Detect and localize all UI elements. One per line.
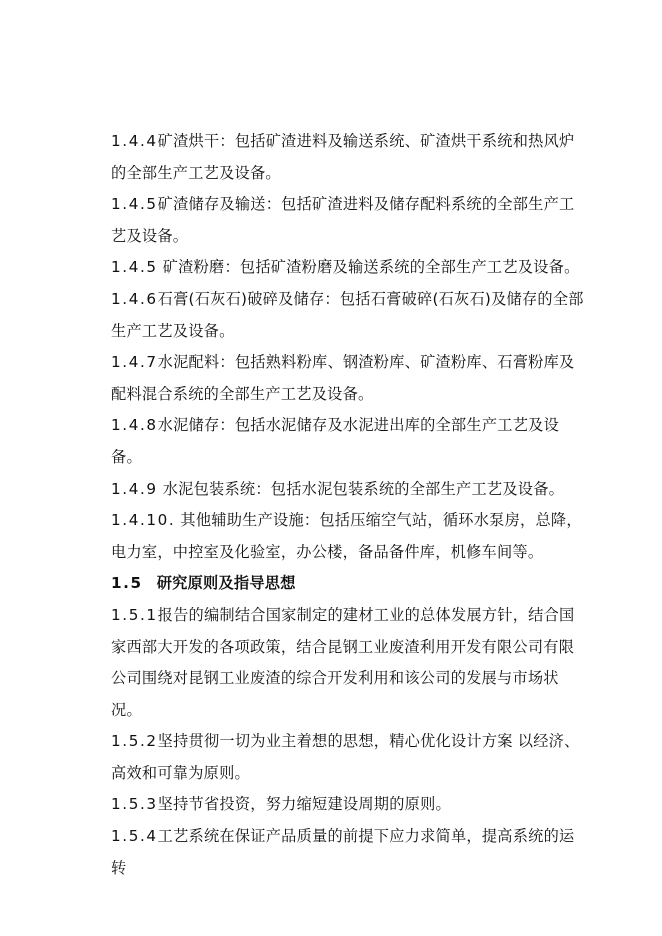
item-text: 其他辅助生产设施：包括压缩空气站，循环水泵房，总降，电力室，中控室及化验室，办公楼，备品备件库，机修车间等。 bbox=[111, 511, 582, 561]
paragraph-1-4-4 bbox=[111, 126, 587, 189]
item-number: 1.5.1 bbox=[111, 605, 158, 624]
paragraph-1-4-10 bbox=[111, 505, 587, 568]
paragraph-1-4-9 bbox=[111, 474, 587, 506]
item-text: 水泥储存：包括水泥储存及水泥进出库的全部生产工艺及设备。 bbox=[111, 416, 560, 466]
item-number: 1.4.7 bbox=[111, 353, 158, 372]
item-number: 1.4.6 bbox=[111, 289, 158, 308]
section-title: 研究原则及指导思想 bbox=[156, 574, 296, 593]
item-text: 矿渣储存及输送：包括矿渣进料及储存配料系统的全部生产工艺及设备。 bbox=[111, 195, 575, 245]
paragraph-1-4-7 bbox=[111, 347, 587, 410]
item-number: 1.5.3 bbox=[111, 795, 158, 814]
item-text: 矿渣烘干：包括矿渣进料及输送系统、矿渣烘干系统和热风炉的全部生产工艺及设备。 bbox=[111, 132, 575, 182]
item-number: 1.4.9 bbox=[111, 479, 158, 498]
item-number: 1.4.5 bbox=[111, 258, 158, 277]
paragraph-1-4-6 bbox=[111, 284, 587, 347]
paragraph-1-5-1 bbox=[111, 600, 587, 726]
section-number: 1.5 bbox=[111, 574, 143, 593]
paragraph-1-5-4 bbox=[111, 821, 587, 884]
section-heading-1-5 bbox=[111, 568, 587, 600]
paragraph-1-4-5-storage bbox=[111, 189, 587, 252]
paragraph-1-5-2 bbox=[111, 726, 587, 789]
item-text: 坚持贯彻一切为业主着想的思想，精心优化设计方案 以经济、高效和可靠为原则。 bbox=[111, 732, 580, 782]
document-body bbox=[111, 126, 587, 884]
item-text: 工艺系统在保证产品质量的前提下应力求简单，提高系统的运转 bbox=[111, 827, 575, 877]
item-text: 石膏(石灰石)破碎及储存：包括石膏破碎(石灰石)及储存的全部生产工艺及设备。 bbox=[111, 289, 584, 340]
item-text: 坚持节省投资，努力缩短建设周期的原则。 bbox=[157, 795, 451, 814]
item-number: 1.4.4 bbox=[111, 132, 158, 150]
paragraph-1-5-3 bbox=[111, 789, 587, 821]
item-text: 水泥包装系统：包括水泥包装系统的全部生产工艺及设备。 bbox=[157, 479, 565, 498]
item-number: 1.4.5 bbox=[111, 195, 158, 214]
paragraph-1-4-5-grinding bbox=[111, 252, 587, 284]
item-text: 水泥配料：包括熟料粉库、钢渣粉库、矿渣粉库、石膏粉库及配料混合系统的全部生产工艺及设备。 bbox=[111, 353, 575, 403]
item-text: 矿渣粉磨：包括矿渣粉磨及输送系统的全部生产工艺及设备。 bbox=[157, 258, 580, 277]
item-number: 1.4.8 bbox=[111, 416, 158, 435]
item-number: 1.5.2 bbox=[111, 732, 158, 751]
item-number: 1.4.10. bbox=[111, 511, 176, 530]
paragraph-1-4-8 bbox=[111, 410, 587, 473]
item-text: 报告的编制结合国家制定的建材工业的总体发展方针，结合国家西部大开发的各项政策，结合昆钢工业废渣利用开发有限公司有限公司围绕对昆钢工业废渣的综合开发利用和该公司的发展与市场状况。 bbox=[111, 605, 575, 719]
item-number: 1.5.4 bbox=[111, 827, 158, 846]
